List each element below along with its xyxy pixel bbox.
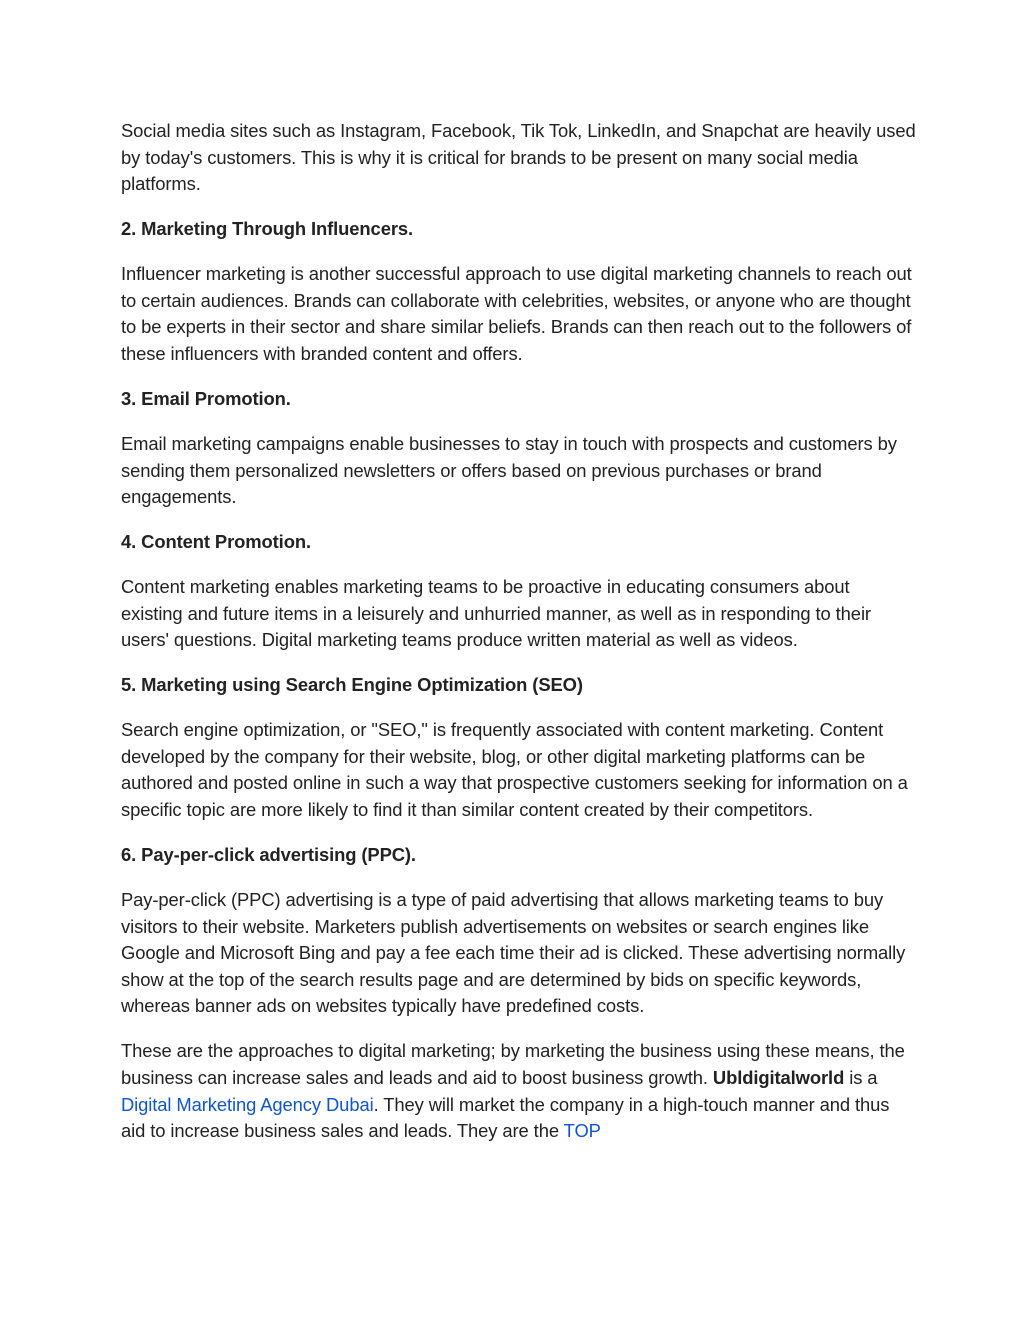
section-heading-seo: 5. Marketing using Search Engine Optimization (SEO) xyxy=(121,674,583,696)
conclusion-text-2: is a xyxy=(844,1066,878,1088)
brand-name: Ubldigitalworld xyxy=(712,1066,845,1088)
top-link[interactable]: TOP xyxy=(563,1120,601,1142)
document-page xyxy=(121,118,916,1163)
conclusion-paragraph xyxy=(121,1038,916,1144)
section-heading-ppc: 6. Pay-per-click advertising (PPC). xyxy=(121,843,416,865)
section-heading-influencers: 2. Marketing Through Influencers. xyxy=(121,218,414,240)
section-heading-email: 3. Email Promotion. xyxy=(121,387,291,409)
section-body-email: Email marketing campaigns enable businesses to stay in touch with prospects and customers by sending them personalized newsletters or offers based on previous purchases or brand engagements. xyxy=(121,432,897,508)
section-body-seo: Search engine optimization, or "SEO," is frequently associated with content marketing. Content developed by the company for their website, blog, or other digital marketing platforms can be authored and posted online in such a way that prospective customers seeking for information on a specific topic are more likely to find it than similar content created by their competitors. xyxy=(121,719,908,820)
section-body-influencers: Influencer marketing is another successful approach to use digital marketing channels to reach out to certain audiences. Brands can collaborate with celebrities, websites, or anyone who are thought to be experts in their sector and share similar beliefs. Brands can then reach out to the followers of these influencers with branded content and offers. xyxy=(121,263,912,364)
section-body-content: Content marketing enables marketing teams to be proactive in educating consumers about existing and future items in a leisurely and unhurried manner, as well as in responding to their users' questions. Digital marketing teams produce written material as well as videos. xyxy=(121,576,871,651)
conclusion-text-3: . They will market the company in a high-touch manner and thus aid to increase business sales and leads. They are the xyxy=(121,1093,890,1142)
section-heading-content: 4. Content Promotion. xyxy=(121,531,311,553)
agency-link[interactable]: Digital Marketing Agency Dubai xyxy=(121,1093,374,1115)
conclusion-text-1: These are the approaches to digital marketing; by marketing the business using these means, the business can increase sales and leads and aid to boost business growth. xyxy=(121,1040,905,1088)
intro-paragraph: Social media sites such as Instagram, Facebook, Tik Tok, LinkedIn, and Snapchat are heavily used by today's customers. This is why it is critical for brands to be present on many social media platforms. xyxy=(121,120,916,195)
section-body-ppc: Pay-per-click (PPC) advertising is a type of paid advertising that allows marketing teams to buy visitors to their website. Marketers publish advertisements on websites or search engines like Google and Microsoft Bing and pay a fee each time their ad is clicked. These advertising normally show at the top of the search results page and are determined by bids on specific keywords, whereas banner ads on websites typically have predefined costs. xyxy=(121,888,906,1017)
